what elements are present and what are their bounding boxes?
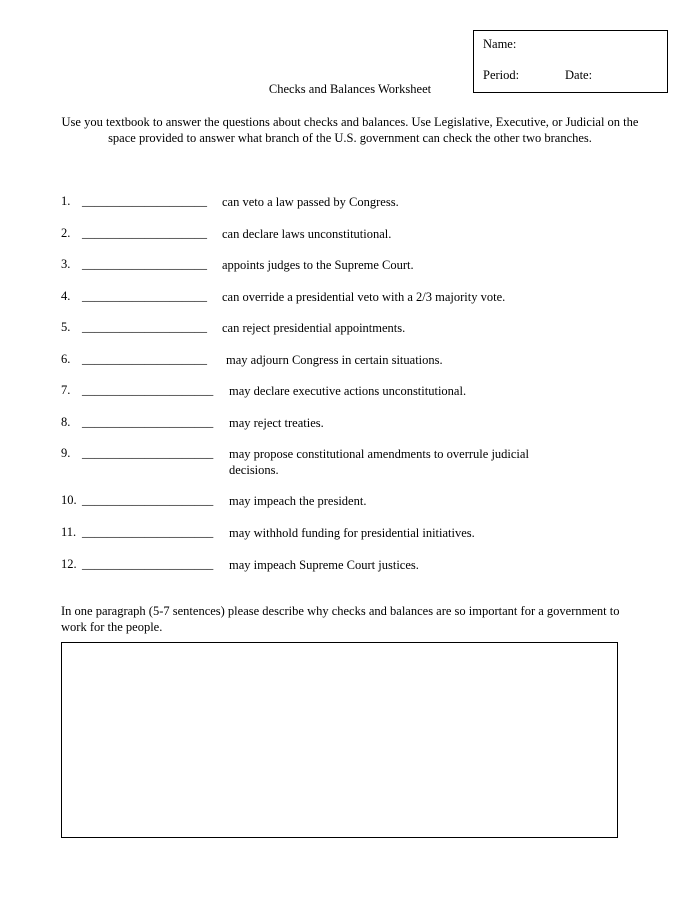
- name-label: Name:: [483, 37, 517, 51]
- question-number: 9.: [61, 446, 71, 460]
- question-number: 1.: [61, 194, 71, 208]
- question-number: 11.: [61, 525, 77, 539]
- answer-blank[interactable]: _____________________: [82, 557, 214, 571]
- question-number: 8.: [61, 415, 71, 429]
- answer-blank[interactable]: _____________________: [82, 493, 214, 507]
- question-number: 10.: [61, 493, 77, 507]
- answer-blank[interactable]: ____________________: [82, 352, 207, 366]
- answer-blank[interactable]: _____________________: [82, 415, 214, 429]
- answer-blank[interactable]: ____________________: [82, 257, 207, 271]
- period-label: Period:: [483, 68, 520, 82]
- worksheet-title: Checks and Balances Worksheet: [268, 82, 432, 96]
- date-label: Date:: [565, 68, 593, 82]
- answer-blank[interactable]: _____________________: [82, 383, 214, 397]
- question-text: may withhold funding for presidential initiatives.: [229, 526, 475, 540]
- question-number: 6.: [61, 352, 71, 366]
- question-text: may impeach the president.: [229, 494, 367, 508]
- answer-blank[interactable]: ____________________: [82, 320, 207, 334]
- question-text: can override a presidential veto with a 2/3 majority vote.: [222, 290, 506, 304]
- answer-blank[interactable]: ____________________: [82, 289, 207, 303]
- question-number: 4.: [61, 289, 71, 303]
- question-text: may propose constitutional amendments to overrule judicial decisions.: [229, 447, 529, 477]
- question-number: 5.: [61, 320, 71, 334]
- question-number: 2.: [61, 226, 71, 240]
- answer-blank[interactable]: _____________________: [82, 525, 214, 539]
- answer-box[interactable]: [61, 642, 618, 838]
- answer-blank[interactable]: ____________________: [82, 194, 207, 208]
- question-text: may declare executive actions unconstitutional.: [229, 384, 467, 398]
- answer-blank[interactable]: _____________________: [82, 446, 214, 460]
- question-number: 7.: [61, 383, 71, 397]
- question-text: may adjourn Congress in certain situations.: [226, 353, 443, 367]
- question-number: 3.: [61, 257, 71, 271]
- question-text: may reject treaties.: [229, 416, 324, 430]
- question-number: 12.: [61, 557, 77, 571]
- question-text: can veto a law passed by Congress.: [222, 195, 399, 209]
- question-text: may impeach Supreme Court justices.: [229, 558, 419, 572]
- question-text: can declare laws unconstitutional.: [222, 227, 392, 241]
- question-text: appoints judges to the Supreme Court.: [222, 258, 414, 272]
- instructions: Use you textbook to answer the questions about checks and balances. Use Legislative, Executive, or Judicial on the space provided to answer what branch of the U.S. government can check the other two branches.: [61, 115, 639, 145]
- answer-blank[interactable]: ____________________: [82, 226, 207, 240]
- paragraph-prompt: In one paragraph (5-7 sentences) please describe why checks and balances are so important for a government to work for the people.: [61, 604, 620, 634]
- question-text: can reject presidential appointments.: [222, 321, 406, 335]
